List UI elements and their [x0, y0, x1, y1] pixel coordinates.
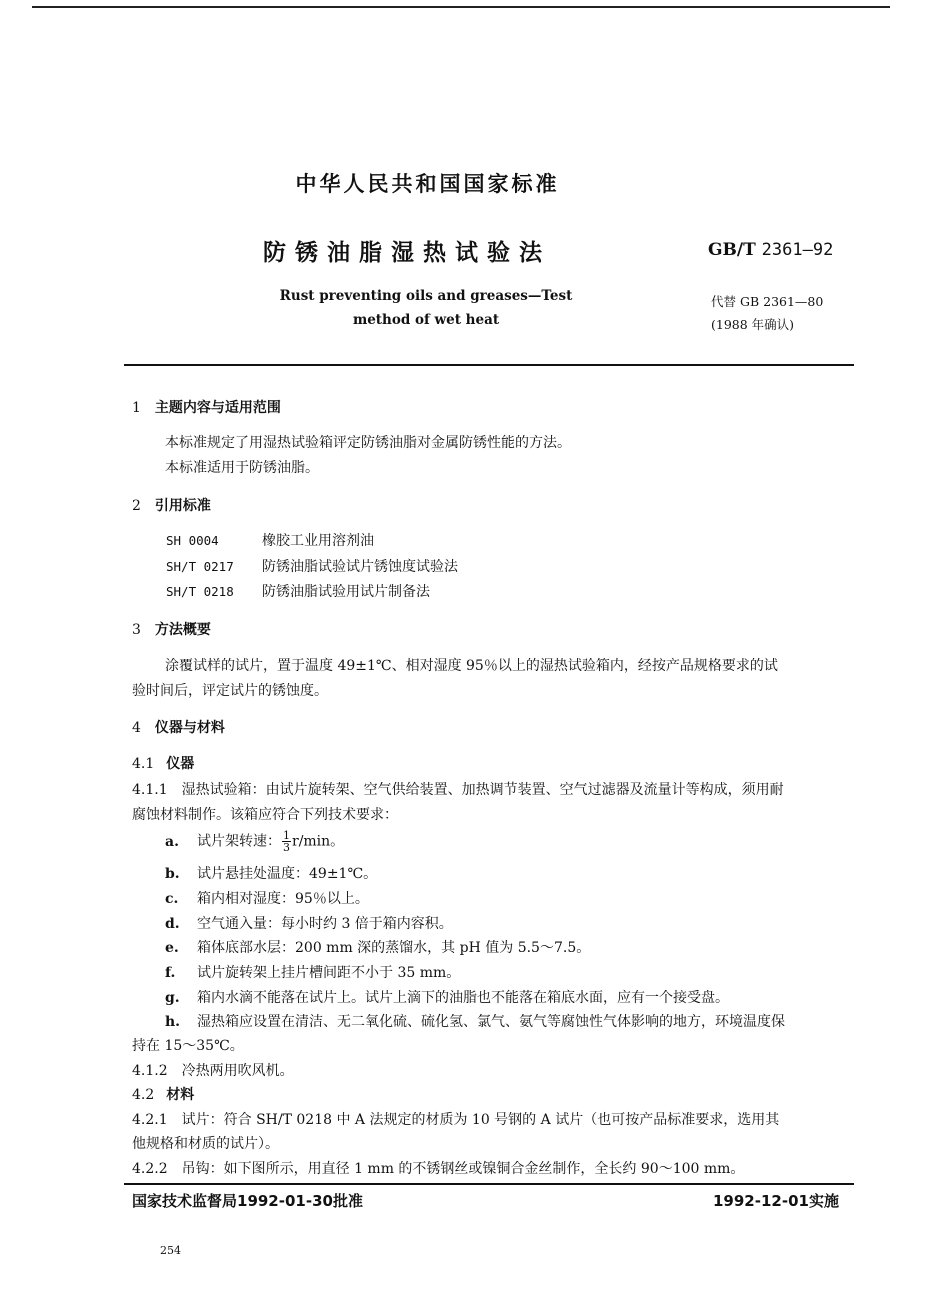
item-text: 空气通入量：每小时约 3 倍于箱内容积。 — [197, 916, 453, 932]
section-4-1-1-line-1 — [132, 779, 784, 799]
reference-code: SH/T 0218 — [166, 584, 234, 599]
item-text: 试片旋转架上挂片槽间距不小于 35 mm。 — [197, 965, 461, 981]
item-b — [165, 863, 377, 883]
item-text: 箱内相对湿度：95％以上。 — [197, 891, 369, 907]
item-label: f. — [165, 965, 176, 981]
section-4-2-1-text: 试片：符合 SH/T 0218 中 A 法规定的材质为 10 号钢的 A 试片（也可按产品标准要求，选用其 — [181, 1112, 780, 1128]
section-4-2-2 — [132, 1158, 744, 1178]
section-2-title: 引用标准 — [154, 498, 211, 514]
section-1-number: 1 — [132, 400, 141, 416]
section-4-2-title: 材料 — [166, 1087, 195, 1103]
section-3-heading — [132, 619, 211, 639]
item-label: b. — [165, 866, 180, 882]
item-label: a. — [165, 833, 179, 850]
section-4-2-1-line-1 — [132, 1109, 779, 1129]
section-2-heading — [132, 495, 211, 515]
standard-title-cn: 防锈油脂湿热试验法 — [263, 240, 551, 266]
item-a-pre: 试片架转速： — [197, 833, 281, 850]
fraction-numerator: 1 — [283, 829, 290, 842]
section-3-para-line-1: 涂覆试样的试片，置于温度 49±1℃、相对湿度 95％以上的湿热试验箱内，经按产品规格要求的试 — [165, 658, 778, 674]
item-e — [165, 937, 590, 957]
item-d — [165, 913, 453, 933]
section-4-1-2-number: 4.1.2 — [132, 1063, 168, 1079]
title-en-line1: Rust preventing oils and greases—Test — [279, 288, 573, 304]
section-4-2-2-text: 吊钩：如下图所示，用直径 1 mm 的不锈钢丝或镍铜合金丝制作，全长约 90～100 mm。 — [181, 1161, 745, 1177]
national-standard-heading: 中华人民共和国国家标准 — [295, 172, 560, 196]
reference-code: SH 0004 — [166, 533, 219, 548]
standard-code-prefix: GB/T — [708, 240, 756, 260]
section-4-1-1-text: 湿热试验箱：由试片旋转架、空气供给装置、加热调节装置、空气过滤器及流量计等构成，须用耐 — [181, 782, 784, 798]
item-h-continued: 持在 15～35℃。 — [132, 1038, 244, 1054]
effective-date: 1992-12-01实施 — [713, 1192, 839, 1210]
item-text: 湿热箱应设置在清洁、无二氧化硫、硫化氢、氯气、氨气等腐蚀性气体影响的地方，环境温度保 — [197, 1014, 785, 1030]
reference-name: 橡胶工业用溶剂油 — [262, 533, 374, 549]
section-4-1-2 — [132, 1060, 294, 1080]
standard-code-number: 2361—92 — [761, 240, 834, 260]
section-4-number: 4 — [132, 720, 141, 736]
section-4-1-1-line-2: 腐蚀材料制作。该箱应符合下列技术要求： — [132, 807, 398, 823]
header-rule — [124, 364, 854, 366]
reference-name: 防锈油脂试验用试片制备法 — [262, 584, 430, 600]
section-3-number: 3 — [132, 622, 141, 638]
fraction-denominator: 3 — [283, 841, 290, 854]
section-4-2-2-number: 4.2.2 — [132, 1161, 168, 1177]
replaces-block — [711, 290, 823, 336]
standard-code — [708, 240, 833, 260]
section-4-heading — [132, 717, 225, 737]
section-4-1-number: 4.1 — [132, 756, 155, 772]
section-4-2-1-number: 4.2.1 — [132, 1112, 168, 1128]
replaces-text: 代替 GB 2361—80 — [711, 294, 824, 309]
item-label: d. — [165, 916, 180, 932]
section-3-para-line-2: 验时间后，评定试片的锈蚀度。 — [132, 683, 328, 699]
item-text: 试片悬挂处温度：49±1℃。 — [197, 866, 378, 882]
fraction — [282, 830, 291, 853]
reference-code: SH/T 0217 — [166, 559, 234, 574]
reference-item — [166, 581, 430, 601]
item-c — [165, 888, 369, 908]
section-1-para-2: 本标准适用于防锈油脂。 — [165, 460, 319, 476]
title-en-line2: method of wet heat — [352, 312, 500, 328]
section-4-2-number: 4.2 — [132, 1087, 155, 1103]
item-label: h. — [165, 1014, 181, 1030]
section-4-1-title: 仪器 — [166, 756, 195, 772]
footer-rule — [124, 1183, 854, 1185]
item-text: 箱内水滴不能落在试片上。试片上滴下的油脂也不能落在箱底水面，应有一个接受盘。 — [197, 990, 729, 1006]
item-h — [165, 1011, 785, 1031]
section-4-2-heading — [132, 1084, 194, 1104]
section-2-number: 2 — [132, 498, 141, 514]
section-4-2-1-line-2: 他规格和材质的试片）。 — [132, 1136, 279, 1152]
reference-item — [166, 530, 374, 550]
item-label: g. — [165, 990, 180, 1006]
item-label: c. — [165, 891, 179, 907]
section-4-title: 仪器与材料 — [154, 720, 225, 736]
item-a-post: r/min。 — [292, 833, 345, 850]
section-4-1-2-text: 冷热两用吹风机。 — [181, 1063, 294, 1079]
section-4-1-heading — [132, 753, 194, 773]
section-1-title: 主题内容与适用范围 — [154, 400, 281, 416]
section-3-title: 方法概要 — [154, 622, 211, 638]
section-1-para-1: 本标准规定了用湿热试验箱评定防锈油脂对金属防锈性能的方法。 — [165, 435, 571, 451]
item-label: e. — [165, 940, 179, 956]
item-f — [165, 962, 460, 982]
item-a — [165, 830, 344, 853]
reference-name: 防锈油脂试验试片锈蚀度试验法 — [262, 559, 458, 575]
page-number: 254 — [160, 1244, 181, 1257]
item-g — [165, 987, 729, 1007]
confirmed-text: (1988 年确认) — [711, 317, 795, 332]
reference-item — [166, 556, 458, 576]
issued-date: 国家技术监督局1992-01-30批准 — [132, 1192, 363, 1210]
top-border — [32, 6, 890, 8]
section-1-heading — [132, 397, 281, 417]
section-4-1-1-number: 4.1.1 — [132, 782, 168, 798]
item-text: 箱体底部水层：200 mm 深的蒸馏水，其 pH 值为 5.5～7.5。 — [197, 940, 591, 956]
